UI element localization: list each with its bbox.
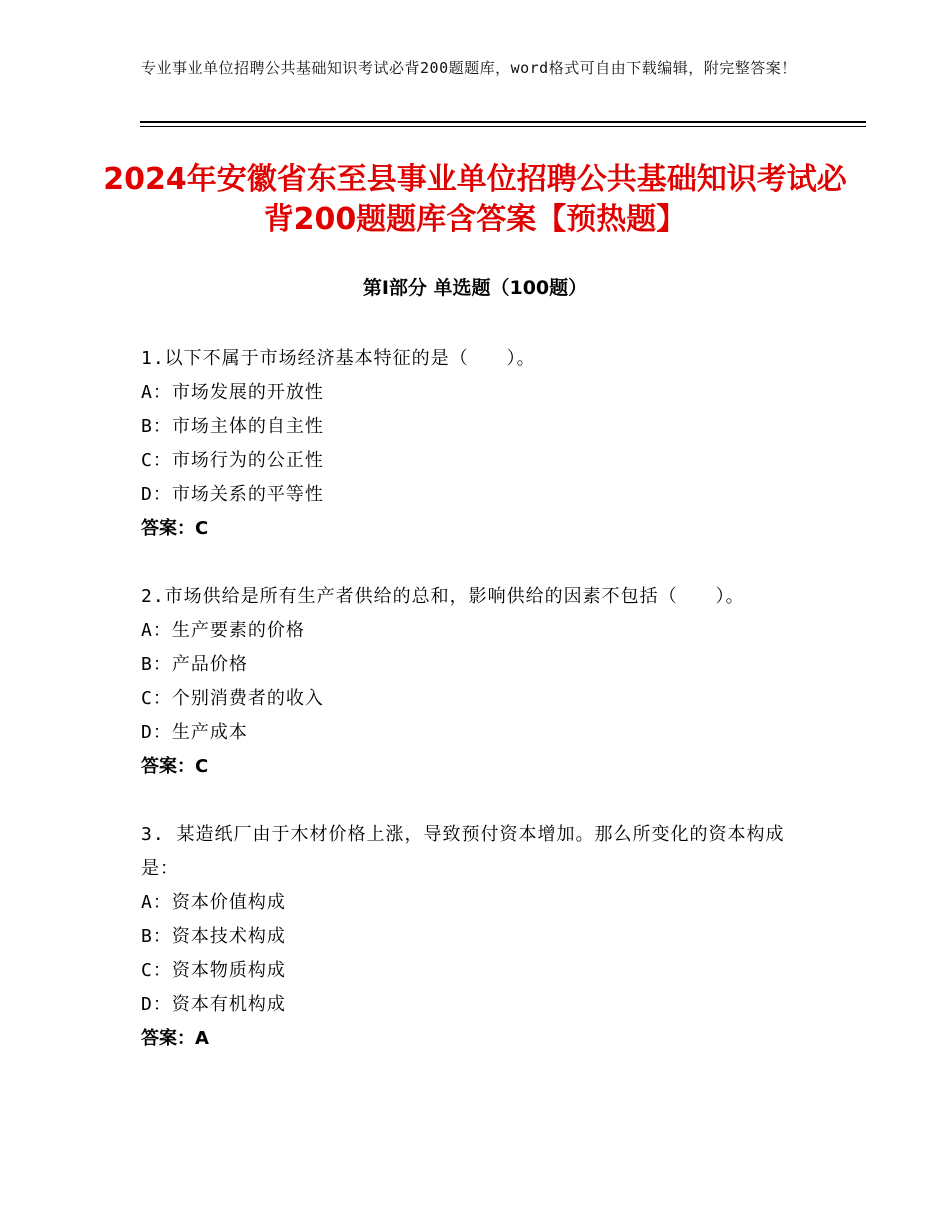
- answer: 答案：A: [141, 1028, 209, 1049]
- question-3: [141, 818, 806, 1056]
- question-spacer: [141, 784, 806, 818]
- question-1: [141, 342, 806, 546]
- option-d: D：市场关系的平等性: [141, 484, 324, 505]
- answer: 答案：C: [141, 518, 209, 539]
- question-stem: 2.市场供给是所有生产者供给的总和，影响供给的因素不包括（ ）。: [141, 586, 745, 607]
- header-rule-thick: [140, 121, 866, 123]
- option-b: B：资本技术构成: [141, 926, 286, 947]
- option-c: C：资本物质构成: [141, 960, 286, 981]
- question-list: [141, 342, 806, 1056]
- document-title: 2024年安徽省东至县事业单位招聘公共基础知识考试必背200题题库含答案【预热题】: [103, 162, 847, 237]
- option-c: C：个别消费者的收入: [141, 688, 324, 709]
- header-note: 专业事业单位招聘公共基础知识考试必背200题题库，word格式可自由下载编辑，附完整答案！: [141, 59, 797, 77]
- question-2: [141, 580, 806, 784]
- option-a: A：生产要素的价格: [141, 620, 305, 641]
- question-spacer: [141, 546, 806, 580]
- option-a: A：资本价值构成: [141, 892, 286, 913]
- question-stem: 1.以下不属于市场经济基本特征的是（ ）。: [141, 348, 536, 369]
- section-title: 第Ⅰ部分 单选题（100题）: [362, 277, 588, 299]
- option-a: A：市场发展的开放性: [141, 382, 324, 403]
- option-c: C：市场行为的公正性: [141, 450, 324, 471]
- option-d: D：生产成本: [141, 722, 248, 743]
- header-rule-thin: [140, 126, 866, 127]
- question-stem: 3. 某造纸厂由于木材价格上涨，导致预付资本增加。那么所变化的资本构成是：: [141, 824, 785, 879]
- option-b: B：市场主体的自主性: [141, 416, 324, 437]
- answer: 答案：C: [141, 756, 209, 777]
- option-b: B：产品价格: [141, 654, 248, 675]
- option-d: D：资本有机构成: [141, 994, 286, 1015]
